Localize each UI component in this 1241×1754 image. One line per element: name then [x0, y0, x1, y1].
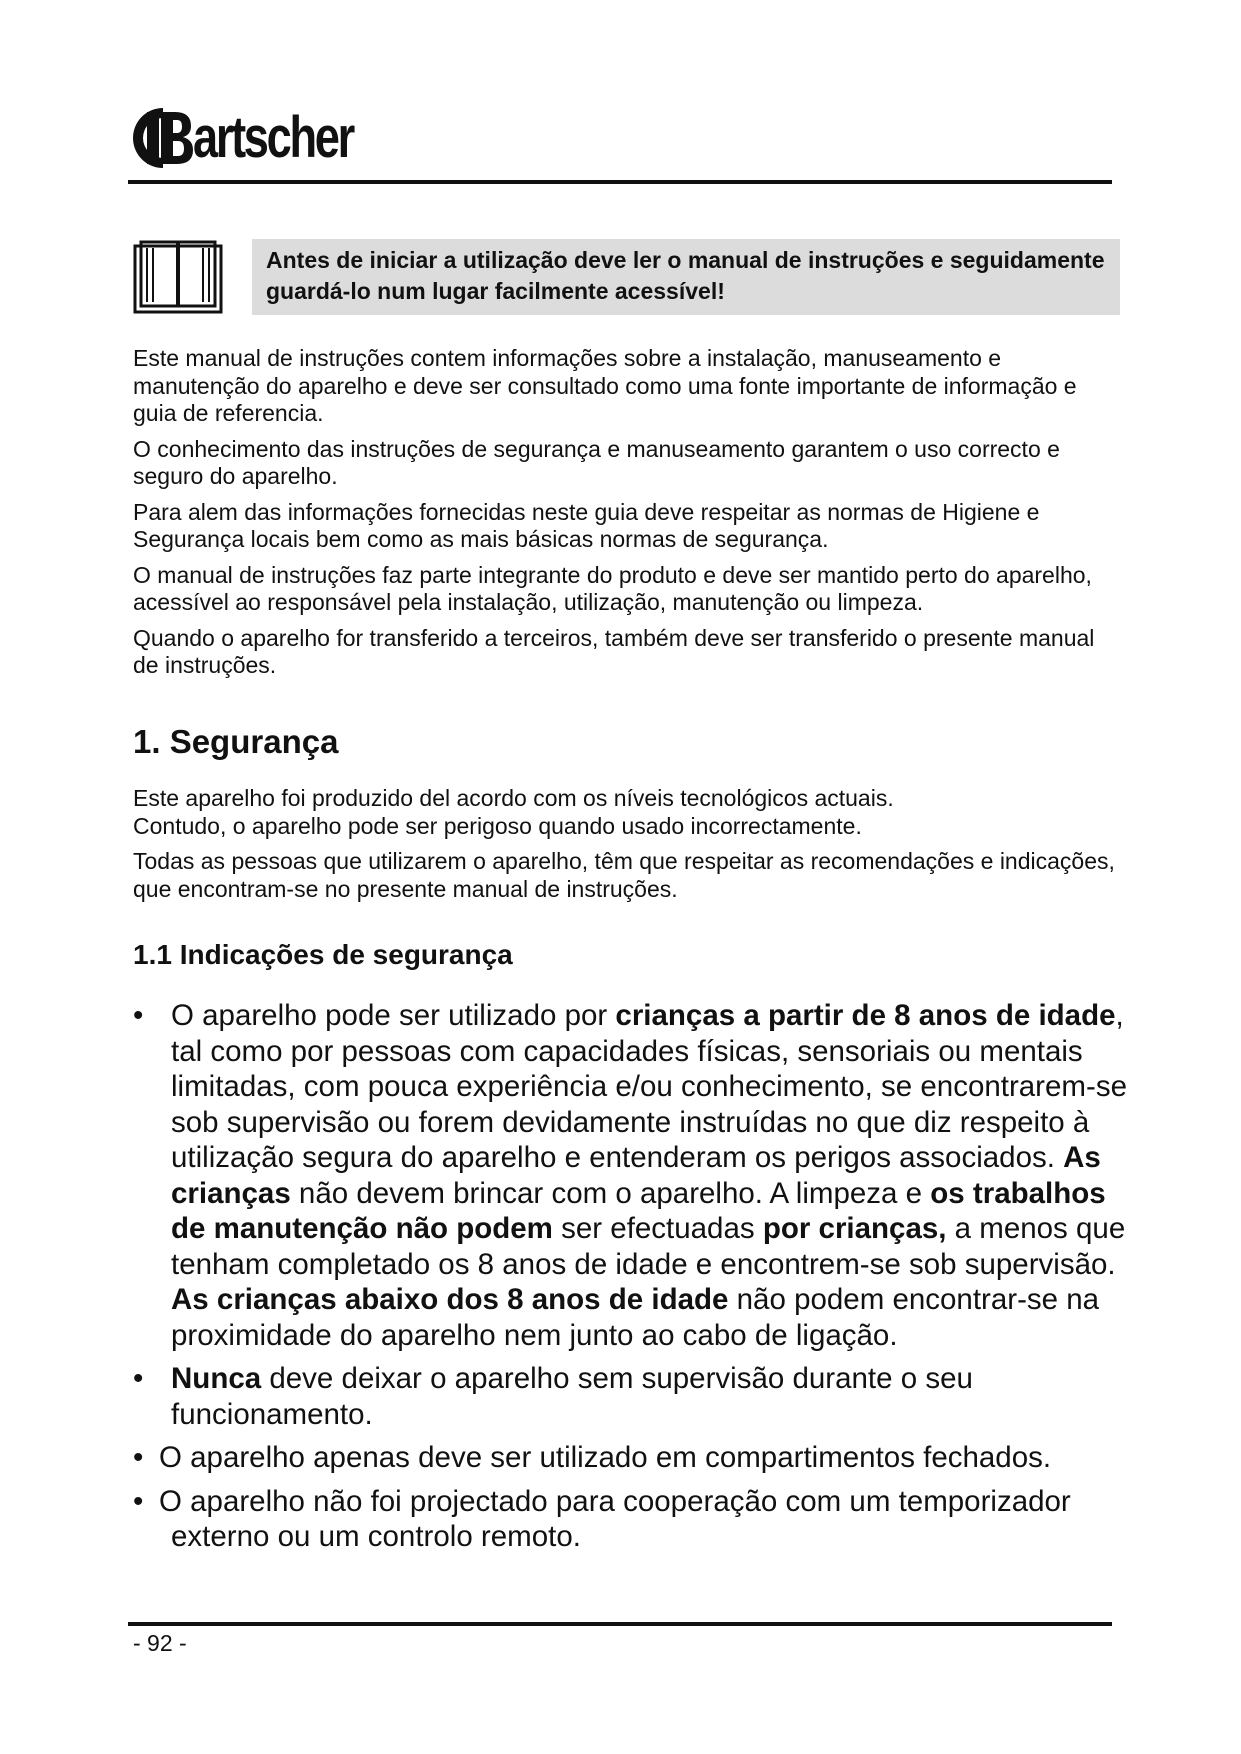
safety-bullet-list: [133, 998, 1143, 1563]
intro-text: [133, 345, 1118, 688]
page-number: - 92 -: [133, 1630, 187, 1656]
bullet-icon: •: [133, 999, 144, 1032]
bartscher-b-icon: [133, 104, 197, 172]
brand-name: artscher: [193, 105, 353, 170]
safety-paragraph: Todas as pessoas que utilizarem o aparelho, têm que respeitar as recomendações e indicações, que encontram-se no presente manual de instruções.: [133, 848, 1115, 902]
bullet-bold-text: os trabalhos de manutenção não podem: [171, 1176, 1106, 1245]
bullet-text: , tal como por pessoas com capacidades físicas, sensoriais ou mentais limitadas, com pouca experiência e/ou conhecimento, se encontrarem-se sob supervisão ou forem devidamente instruídas no que diz respeito à utilização segura do aparelho e entenderam os perigos associados.: [171, 999, 1127, 1174]
bullet-text: não devem brincar com o aparelho. A limpeza e: [290, 1176, 931, 1210]
bullet-bold-text: crianças a partir de 8 anos de idade: [615, 999, 1116, 1032]
intro-paragraph: O manual de instruções faz parte integrante do produto e deve ser mantido perto do aparelho, acessível ao responsável pela instalação, utilização, manutenção ou limpeza.: [133, 561, 1092, 615]
brand-logo: [133, 100, 398, 176]
list-item: [133, 1484, 1143, 1555]
intro-paragraph: Quando o aparelho for transferido a terceiros, também deve ser transferido o presente manual de instruções.: [133, 624, 1095, 678]
bullet-icon: •: [133, 1484, 144, 1518]
safety-line: Contudo, o aparelho pode ser perigoso quando usado incorrectamente.: [133, 812, 862, 839]
bullet-text: externo ou um controlo remoto.: [171, 1520, 581, 1553]
read-manual-notice: Antes de iniciar a utilização deve ler o manual de instruções e seguidamente guardá-lo num lugar facilmente acessível!: [252, 239, 1120, 315]
intro-paragraph: O conhecimento das instruções de segurança e manuseamento garantem o uso correcto e seguro do aparelho.: [133, 435, 1060, 489]
bullet-text: O aparelho pode ser utilizado por: [171, 999, 616, 1032]
bullet-text: a menos que tenham completado os 8 anos de idade e encontrem-se sob supervisão.: [171, 1212, 1126, 1281]
bullet-icon: •: [133, 1441, 144, 1474]
safety-text: [133, 785, 1118, 911]
bullet-text: O aparelho apenas deve ser utilizado em compartimentos fechados.: [159, 1441, 1052, 1474]
bullet-bold-text: As crianças abaixo dos 8 anos de idade: [171, 1283, 729, 1316]
section-title-safety: 1. Segurança: [133, 723, 339, 760]
bullet-bold-text: por crianças,: [762, 1212, 947, 1245]
intro-paragraph: Este manual de instruções contem informações sobre a instalação, manuseamento e manutenção do aparelho e deve ser consultado como uma fonte importante de informação e guia de referencia.: [133, 345, 1077, 426]
list-item: [133, 1361, 1143, 1432]
bullet-text: O aparelho não foi projectado para cooperação com um temporizador: [159, 1484, 1071, 1518]
list-item: [133, 1440, 1143, 1476]
bullet-bold-text: Nunca: [171, 1362, 262, 1395]
intro-paragraph: Para alem das informações fornecidas neste guia deve respeitar as normas de Higiene e Segurança locais bem como as mais básicas normas de segurança.: [133, 498, 1040, 552]
safety-line: Este aparelho foi produzido del acordo com os níveis tecnológicos actuais.: [133, 785, 894, 811]
manual-book-icon: [133, 240, 223, 314]
safety-paragraph: [133, 785, 1118, 840]
bullet-text: ser efectuadas: [552, 1212, 763, 1245]
header-rule: [128, 180, 1112, 184]
footer-rule: [128, 1622, 1112, 1626]
bullet-text: deve deixar o aparelho sem supervisão durante o seu funcionamento.: [171, 1362, 973, 1431]
bullet-bold-text: As crianças: [171, 1141, 1101, 1210]
bullet-icon: •: [133, 1362, 144, 1395]
section-title-safety-indications: 1.1 Indicações de segurança: [133, 939, 513, 970]
bullet-text: não podem encontrar-se na proximidade do aparelho nem junto ao cabo de ligação.: [171, 1283, 1100, 1352]
list-item: [133, 998, 1143, 1353]
